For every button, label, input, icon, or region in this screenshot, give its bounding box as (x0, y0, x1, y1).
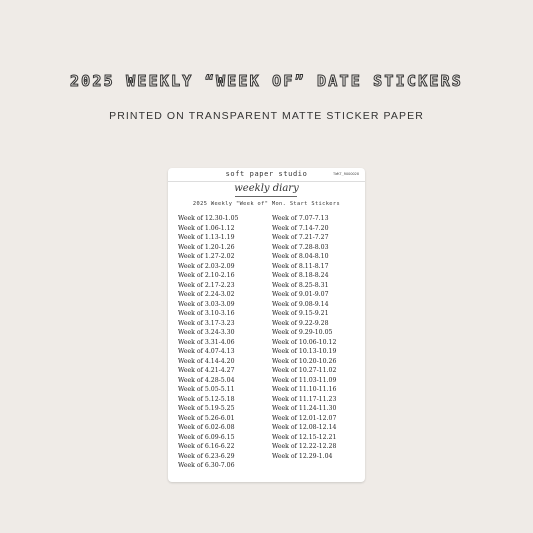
week-sticker: Week of 1.27-2.02 (178, 253, 235, 260)
week-sticker: Week of 5.26-6.01 (178, 414, 235, 422)
week-sticker: Week of 8.11-8.17 (272, 262, 329, 270)
week-sticker: Week of 11.03-11.09 (272, 376, 337, 384)
week-sticker: Week of 2.24-3.02 (178, 291, 235, 298)
week-sticker: Week of 12.30-1.05 (178, 215, 239, 222)
week-sticker: Week of 9.01-9.07 (272, 291, 329, 298)
week-sticker: Week of 8.04-8.10 (272, 253, 329, 260)
week-sticker: Week of 6.02-6.08 (178, 424, 235, 431)
left-sticker-column (178, 214, 238, 471)
week-sticker: Week of 5.19-5.25 (178, 405, 235, 412)
sticker-sheet (168, 168, 365, 482)
week-sticker: Week of 12.22-12.28 (272, 443, 337, 450)
product-code: TWKT_ROOOO28 (333, 172, 359, 176)
week-sticker: Week of 9.08-9.14 (272, 300, 329, 308)
week-sticker: Week of 1.20-1.26 (178, 243, 235, 251)
week-sticker: Week of 10.06-10.12 (272, 338, 337, 346)
week-sticker: Week of 1.13-1.19 (178, 234, 235, 241)
week-sticker: Week of 3.24-3.30 (178, 329, 235, 336)
page-subheadline: PRINTED ON TRANSPARENT MATTE STICKER PAPER (109, 110, 424, 122)
week-sticker: Week of 3.10-3.16 (178, 310, 235, 317)
week-sticker: Week of 12.15-12.21 (272, 433, 337, 441)
week-sticker: Week of 10.13-10.19 (272, 348, 337, 355)
sheet-subtitle: 2025 Weekly "Week of" Mon. Start Stickers (192, 201, 341, 207)
week-sticker: Week of 6.23-6.29 (178, 452, 235, 460)
week-sticker: Week of 10.20-10.26 (272, 357, 337, 365)
week-sticker: Week of 10.27-11.02 (272, 367, 337, 374)
week-sticker: Week of 4.21-4.27 (178, 367, 235, 374)
week-sticker: Week of 12.01-12.07 (272, 414, 337, 422)
week-sticker: Week of 9.15-9.21 (272, 310, 329, 317)
week-sticker: Week of 7.21-7.27 (272, 234, 329, 241)
page-headline: 2025 WEEKLY “WEEK OF” DATE STICKERS (69, 72, 464, 90)
week-sticker: Week of 11.10-11.16 (272, 386, 337, 393)
week-sticker: Week of 7.28-8.03 (272, 243, 329, 251)
brand-name: soft paper studio (225, 170, 308, 178)
week-sticker: Week of 3.31-4.06 (178, 338, 235, 346)
week-sticker: Week of 4.28-5.04 (178, 376, 235, 384)
week-sticker: Week of 9.29-10.05 (272, 329, 333, 336)
week-sticker: Week of 11.24-11.30 (272, 405, 337, 412)
week-sticker: Week of 6.30-7.06 (178, 462, 235, 469)
week-sticker: Week of 5.05-5.11 (178, 386, 235, 393)
title-underline (235, 196, 297, 197)
brand-bar (168, 168, 365, 182)
week-sticker: Week of 8.18-8.24 (272, 272, 329, 279)
script-title: weekly diary (234, 183, 299, 194)
week-sticker: Week of 2.17-2.23 (178, 281, 235, 289)
week-sticker: Week of 4.07-4.13 (178, 348, 235, 355)
week-sticker: Week of 3.17-3.23 (178, 319, 235, 327)
week-sticker: Week of 11.17-11.23 (272, 395, 337, 403)
week-sticker: Week of 4.14-4.20 (178, 357, 235, 365)
week-sticker: Week of 12.29-1.04 (272, 452, 333, 460)
week-sticker: Week of 2.03-2.09 (178, 262, 235, 270)
week-sticker: Week of 5.12-5.18 (178, 395, 235, 403)
week-sticker: Week of 1.06-1.12 (178, 224, 235, 232)
week-sticker: Week of 12.08-12.14 (272, 424, 337, 431)
week-sticker: Week of 2.10-2.16 (178, 272, 235, 279)
right-sticker-column (272, 214, 336, 461)
week-sticker: Week of 6.16-6.22 (178, 443, 235, 450)
week-sticker: Week of 7.14-7.20 (272, 224, 329, 232)
week-sticker: Week of 8.25-8.31 (272, 281, 329, 289)
week-sticker: Week of 3.03-3.09 (178, 300, 235, 308)
week-sticker: Week of 9.22-9.28 (272, 319, 329, 327)
week-sticker: Week of 7.07-7.13 (272, 215, 329, 222)
week-sticker: Week of 6.09-6.15 (178, 433, 235, 441)
